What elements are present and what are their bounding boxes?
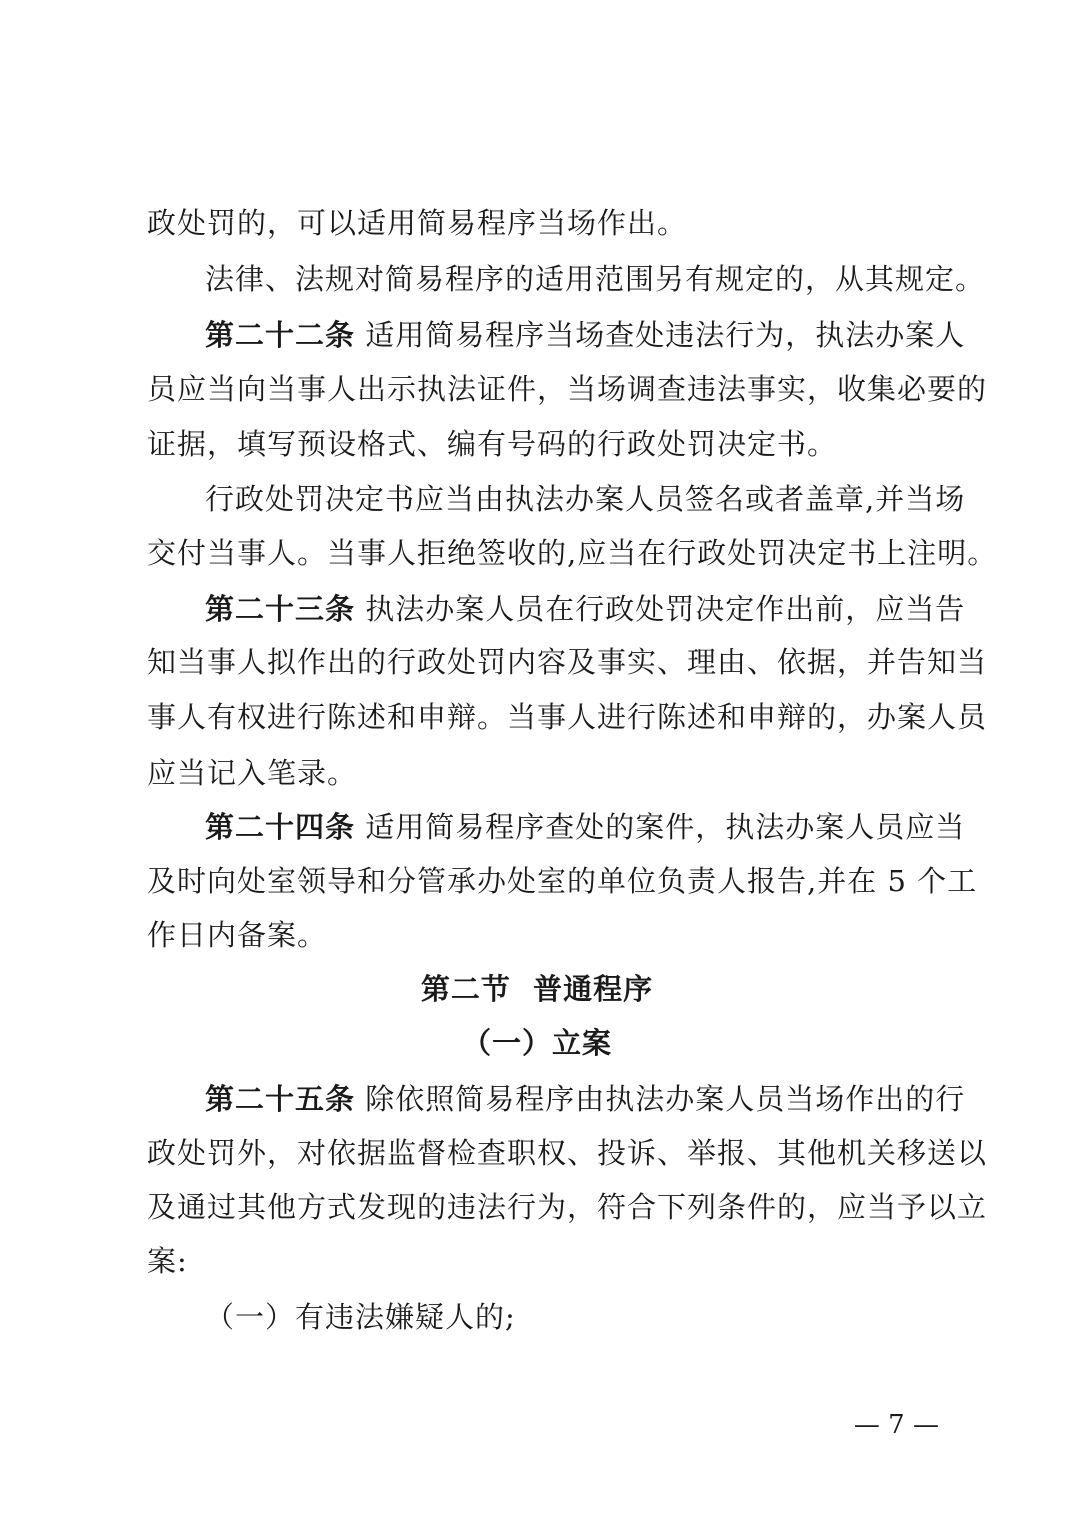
paragraph-line: 作日内备案。 (147, 918, 328, 952)
paragraph-line: 案: (147, 1244, 188, 1278)
paragraph-line: 及通过其他方式发现的违法行为，符合下列条件的，应当予以立 (147, 1190, 988, 1224)
article-25-line (205, 1082, 966, 1116)
paragraph-line: 证据，填写预设格式、编有号码的行政处罚决定书。 (147, 427, 838, 461)
list-item: （一）有违法嫌疑人的; (205, 1300, 516, 1334)
article-heading: 第二十五条 (205, 1082, 356, 1116)
article-text: 执法办案人员在行政处罚决定作出前，应当告 (355, 592, 966, 626)
paragraph-line: 及时向处室领导和分管承办处室的单位负责人报告,并在 5 个工 (147, 864, 978, 898)
paragraph-line: 知当事人拟作出的行政处罚内容及事实、理由、依据，并告知当 (147, 645, 988, 679)
paragraph-line: 行政处罚决定书应当由执法办案人员签名或者盖章,并当场 (205, 482, 966, 516)
article-heading: 第二十二条 (205, 318, 356, 352)
article-text: 除依照简易程序由执法办案人员当场作出的行 (355, 1082, 966, 1116)
article-24-line (205, 810, 966, 844)
paragraph-line: 员应当向当事人出示执法证件，当场调查违法事实，收集必要的 (147, 372, 988, 406)
section-heading: 第二节 普通程序 (420, 972, 654, 1006)
paragraph-line: 应当记入笔录。 (147, 756, 358, 790)
subsection-heading: （一）立案 (461, 1026, 612, 1060)
article-text: 适用简易程序当场查处违法行为，执法办案人 (355, 318, 966, 352)
paragraph-line: 事人有权进行陈述和申辩。当事人进行陈述和申辩的，办案人员 (147, 700, 988, 734)
article-23-line (205, 592, 966, 626)
paragraph-line: 政处罚的，可以适用简易程序当场作出。 (147, 206, 688, 240)
page-number: — 7 — (853, 1410, 939, 1440)
article-text: 适用简易程序查处的案件，执法办案人员应当 (355, 810, 966, 844)
paragraph-line: 法律、法规对简易程序的适用范围另有规定的，从其规定。 (205, 262, 986, 296)
article-heading: 第二十三条 (205, 592, 356, 626)
paragraph-line: 交付当事人。当事人拒绝签收的,应当在行政处罚决定书上注明。 (147, 536, 998, 570)
paragraph-line: 政处罚外，对依据监督检查职权、投诉、举报、其他机关移送以 (147, 1136, 988, 1170)
article-22-line (205, 318, 966, 352)
article-heading: 第二十四条 (205, 810, 356, 844)
